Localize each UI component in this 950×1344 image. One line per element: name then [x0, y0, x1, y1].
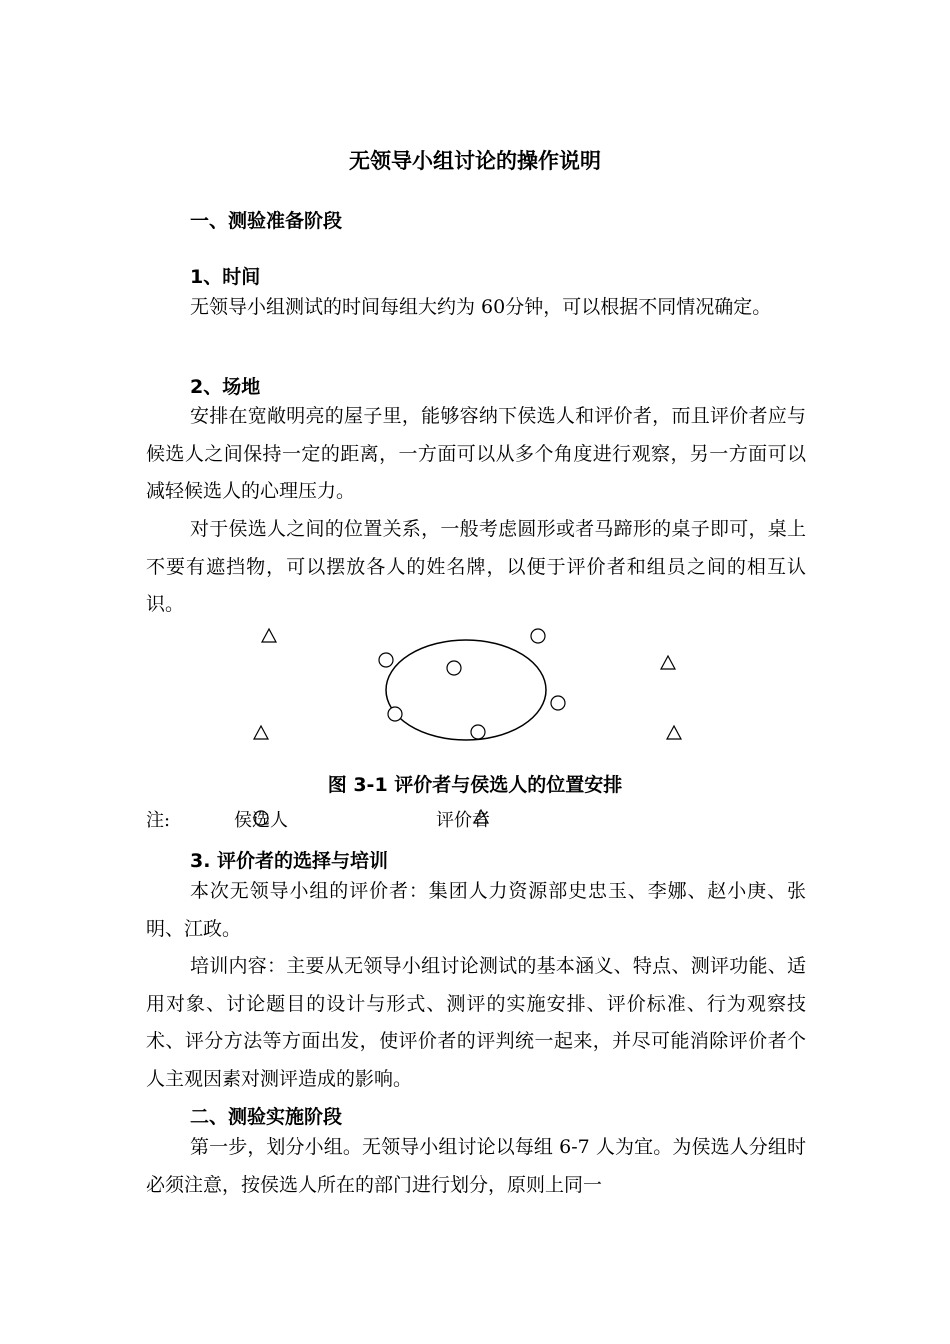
- page-title: 无领导小组讨论的操作说明: [349, 149, 601, 173]
- sub1-paragraph: 无领导小组测试的时间每组大约为 60分钟，可以根据不同情况确定。: [190, 296, 772, 318]
- evaluator-triangle: [254, 726, 268, 739]
- seating-diagram: [240, 622, 700, 750]
- candidate-circle: [551, 696, 565, 710]
- sub2-paragraph-2: 对于侯选人之间的位置关系，一般考虑圆形或者马蹄形的桌子即可，桌上不要有遮挡物，可以摆放各人的姓名牌，以便于评价者和组员之间的相互认识。: [146, 518, 806, 615]
- table-ellipse: [386, 640, 546, 740]
- candidate-circle: [379, 653, 393, 667]
- sub3-paragraph-2: 培训内容：主要从无领导小组讨论测试的基本涵义、特点、测评功能、适用对象、讨论题目的设计与形式、测评的实施安排、评价标准、行为观察技术、评分方法等方面出发，使评价者的评判统一起来，并尽可能消除评价者个人主观因素对测评造成的影响。: [146, 955, 806, 1090]
- candidate-circle: [531, 629, 545, 643]
- candidate-circle: [388, 707, 402, 721]
- legend-candidate-circle: [252, 809, 270, 827]
- section2-heading: 二、测验实施阶段: [190, 1106, 343, 1128]
- legend-evaluator-triangle: [472, 808, 490, 826]
- candidate-circle: [447, 661, 461, 675]
- evaluator-triangle: [262, 629, 276, 642]
- figure-caption: 图 3-1 评价者与侯选人的位置安排: [327, 774, 623, 796]
- sub2-heading: 2、场地: [190, 376, 261, 398]
- note-label: 注:: [146, 810, 171, 831]
- sub1-heading: 1、时间: [190, 266, 261, 288]
- legend-note: [146, 806, 646, 832]
- section2-paragraph: 第一步，划分小组。无领导小组讨论以每组 6-7 人为宜。为侯选人分组时必须注意，按侯选人所在的部门进行划分，原则上同一: [146, 1136, 806, 1196]
- candidate-circle: [471, 725, 485, 739]
- evaluator-triangle: [661, 656, 675, 669]
- legend-candidate-label: 侯选人: [234, 810, 288, 831]
- sub3-paragraph-1: 本次无领导小组的评价者：集团人力资源部史忠玉、李娜、赵小庚、张明、江政。: [146, 880, 806, 940]
- section1-heading: 一、测验准备阶段: [190, 210, 343, 232]
- evaluator-triangle: [667, 726, 681, 739]
- legend-evaluator-label: 评价者: [436, 810, 490, 831]
- sub2-paragraph-1: 安排在宽敞明亮的屋子里，能够容纳下侯选人和评价者，而且评价者应与候选人之间保持一定的距离，一方面可以从多个角度进行观察，另一方面可以减轻候选人的心理压力。: [146, 405, 806, 502]
- sub3-heading: 3. 评价者的选择与培训: [190, 850, 389, 872]
